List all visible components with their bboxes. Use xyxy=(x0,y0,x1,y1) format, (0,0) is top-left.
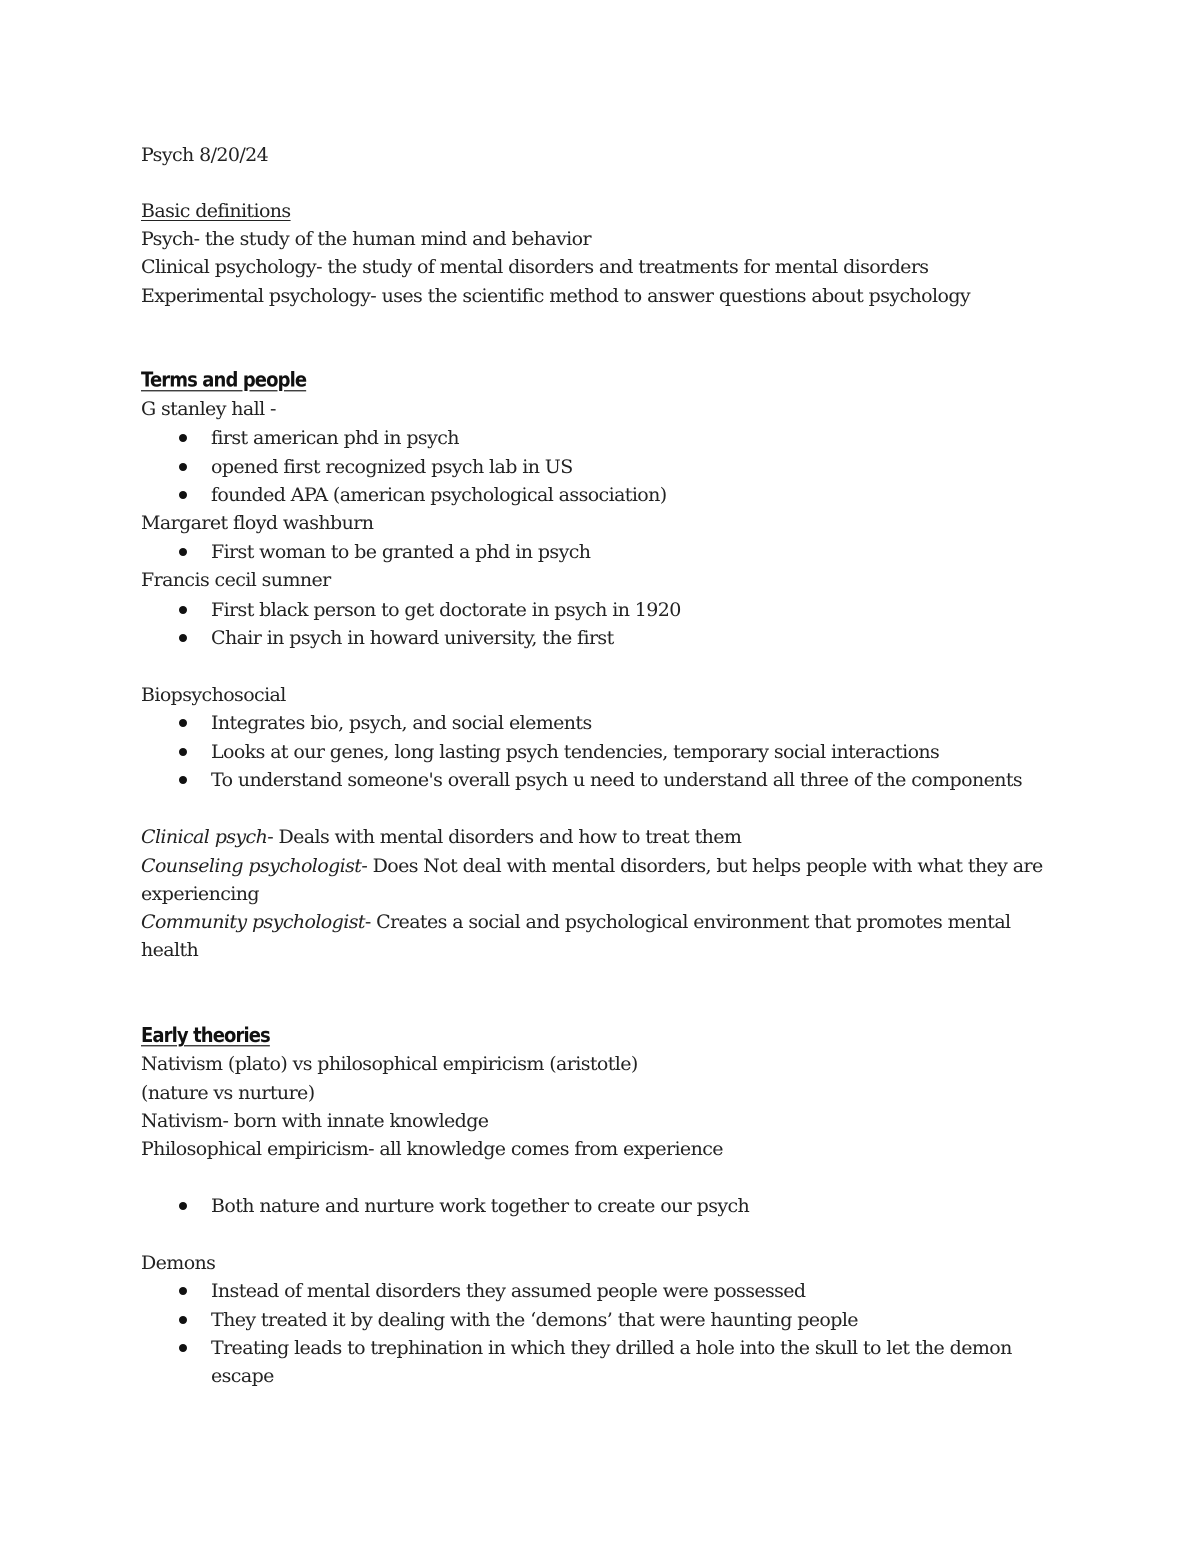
page-title: Psych 8/20/24 xyxy=(141,144,269,166)
bullet-icon xyxy=(179,1344,187,1352)
bullet-item: Looks at our genes, long lasting psych tendencies, temporary social interactions xyxy=(211,741,940,763)
type-description: - Deals with mental disorders and how to treat them xyxy=(267,826,742,848)
bullet-item: They treated it by dealing with the ‘demons’ that were haunting people xyxy=(211,1309,858,1331)
person-name: Margaret floyd washburn xyxy=(141,512,374,534)
bullet-item: Chair in psych in howard university, the first xyxy=(211,627,614,649)
bullet-icon xyxy=(179,491,187,499)
psychologist-type xyxy=(141,852,1056,908)
psychologist-type xyxy=(141,908,1056,964)
bullet-item: Treating leads to trephination in which they drilled a hole into the skull to let the demon escape xyxy=(211,1337,1012,1387)
bullet-icon xyxy=(179,776,187,784)
type-term: Community psychologist xyxy=(141,911,365,933)
bullet-item: Instead of mental disorders they assumed people were possessed xyxy=(211,1280,806,1302)
bullet-item: opened first recognized psych lab in US xyxy=(211,456,573,478)
type-term: Counseling psychologist xyxy=(141,855,362,877)
bullet-icon xyxy=(179,1202,187,1210)
psychologist-type xyxy=(141,823,741,851)
type-description: - Creates a social and psychological environment that promotes mental health xyxy=(141,911,1011,961)
concept-name: Biopsychosocial xyxy=(141,684,286,706)
bullet-item: First woman to be granted a phd in psych xyxy=(211,541,591,563)
bullet-item: first american phd in psych xyxy=(211,427,459,449)
bullet-item: To understand someone's overall psych u need to understand all three of the components xyxy=(211,769,1023,791)
bullet-icon xyxy=(179,463,187,471)
definition-line: Psych- the study of the human mind and behavior xyxy=(141,228,591,250)
bullet-icon xyxy=(179,748,187,756)
bullet-icon xyxy=(179,1287,187,1295)
bullet-icon xyxy=(179,719,187,727)
definition-line: Clinical psychology- the study of mental disorders and treatments for mental disorders xyxy=(141,256,929,278)
theory-line: Nativism- born with innate knowledge xyxy=(141,1110,489,1132)
bullet-icon xyxy=(179,606,187,614)
theory-line: Nativism (plato) vs philosophical empiricism (aristotle) xyxy=(141,1053,638,1075)
basic-definitions-heading: Basic definitions xyxy=(141,200,291,222)
bullet-item: First black person to get doctorate in psych in 1920 xyxy=(211,599,681,621)
theory-line: Philosophical empiricism- all knowledge comes from experience xyxy=(141,1138,723,1160)
bullet-icon xyxy=(179,1316,187,1324)
bullet-icon xyxy=(179,634,187,642)
bullet-item: Both nature and nurture work together to create our psych xyxy=(211,1195,750,1217)
type-description: - Does Not deal with mental disorders, but helps people with what they are experiencing xyxy=(141,855,1043,905)
concept-name: Demons xyxy=(141,1252,216,1274)
person-name: Francis cecil sumner xyxy=(141,569,331,591)
definition-line: Experimental psychology- uses the scientific method to answer questions about psychology xyxy=(141,285,971,307)
bullet-item: founded APA (american psychological association) xyxy=(211,484,667,506)
theory-line: (nature vs nurture) xyxy=(141,1082,315,1104)
person-name: G stanley hall - xyxy=(141,398,276,420)
type-term: Clinical psych xyxy=(141,826,268,848)
bullet-item: Integrates bio, psych, and social elements xyxy=(211,712,592,734)
terms-and-people-heading: Terms and people xyxy=(141,368,307,393)
bullet-icon xyxy=(179,434,187,442)
early-theories-heading: Early theories xyxy=(141,1023,270,1048)
bullet-icon xyxy=(179,548,187,556)
